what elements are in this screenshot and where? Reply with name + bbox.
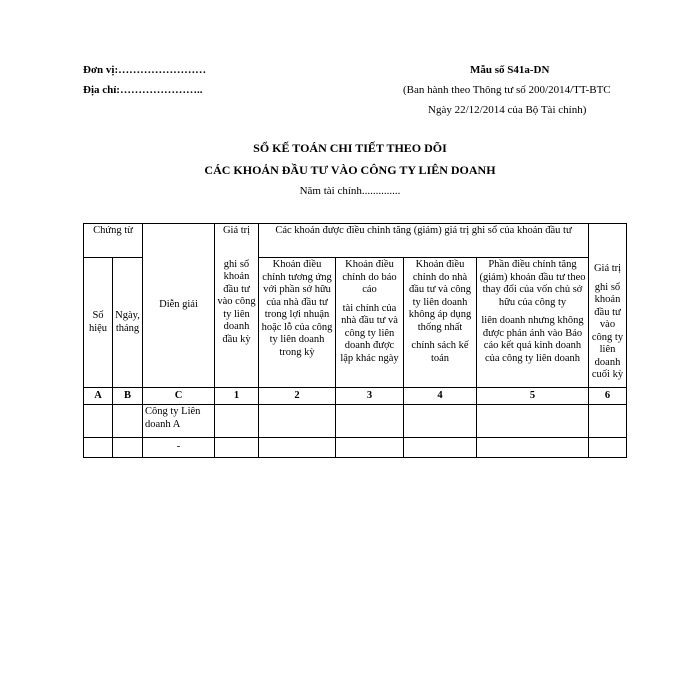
code-row	[84, 388, 627, 405]
row-description: Công ty Liên doanh A	[143, 405, 215, 438]
code-cell: A	[84, 388, 113, 405]
code-cell: C	[143, 388, 215, 405]
ledger-table	[83, 223, 627, 458]
opening-value-top: Giá trị	[215, 224, 259, 258]
cell	[215, 405, 259, 438]
cell	[336, 405, 404, 438]
cell	[404, 405, 477, 438]
adjustments-header: Các khoản được điều chỉnh tăng (giảm) giá trị ghi sổ của khoản đầu tư	[259, 224, 589, 258]
fiscal-year: Năm tài chính..............	[299, 185, 401, 197]
cell	[113, 438, 143, 458]
closing-value-text: ghi sổ khoản đầu tư vào công ty liên doanh cuối kỳ	[591, 281, 624, 380]
code-cell: 5	[477, 388, 589, 405]
address-label: Địa chỉ:…………………..	[83, 84, 203, 96]
issued-date: Ngày 22/12/2014 của Bộ Tài chính)	[428, 104, 587, 116]
code-cell: 1	[215, 388, 259, 405]
closing-value-header	[589, 258, 627, 388]
cell	[404, 438, 477, 458]
cell	[477, 405, 589, 438]
adjustment-equity-header-a: Phần điều chỉnh tăng (giảm) khoản đầu tư theo thay đổi của vốn chủ sở hữu của công ty	[479, 259, 586, 308]
closing-value-top: Giá trị	[593, 263, 622, 274]
cell	[84, 438, 113, 458]
cell	[589, 405, 627, 438]
code-cell: 2	[259, 388, 336, 405]
voucher-number-header: Số hiệu	[84, 258, 113, 388]
adjustment-date-header-a: Khoản điều chỉnh do báo cáo	[342, 259, 397, 295]
voucher-header: Chứng từ	[84, 224, 143, 258]
table-row	[84, 438, 627, 458]
cell	[84, 405, 113, 438]
cell	[336, 438, 404, 458]
adjustment-equity-header	[477, 258, 589, 388]
title-line-2: CÁC KHOẢN ĐẦU TƯ VÀO CÔNG TY LIÊN DOANH	[204, 163, 496, 177]
cell	[113, 405, 143, 438]
row-description: -	[143, 438, 215, 458]
unit-label: Đơn vị:……………………	[83, 64, 207, 76]
adjustment-date-header	[336, 258, 404, 388]
code-cell: 3	[336, 388, 404, 405]
title-line-1: SỔ KẾ TOÁN CHI TIẾT THEO DÕI	[253, 141, 447, 155]
form-code: Mẫu số S41a-DN	[470, 64, 550, 76]
code-cell: 6	[589, 388, 627, 405]
cell	[215, 438, 259, 458]
header-row-1	[84, 224, 627, 258]
code-cell: B	[113, 388, 143, 405]
cell	[589, 438, 627, 458]
voucher-date-header: Ngày, tháng	[113, 258, 143, 388]
adjustment-equity-header-b: liên doanh nhưng không được phản ánh vào Báo cáo kết quả kinh doanh của công ty liên doanh	[481, 315, 584, 364]
adjustment-policy-header-a: Khoản điều chỉnh do nhà đầu tư và công ty liên doanh không áp dụng thống nhất	[408, 259, 472, 333]
opening-value-header: ghi sổ khoản đầu tư vào công ty liên doanh đầu kỳ	[215, 258, 259, 388]
adjustment-date-header-b: tài chính của nhà đầu tư và công ty liên doanh được lập khác ngày	[340, 302, 399, 364]
adjustment-profit-loss-header: Khoản điều chỉnh tương ứng với phần sở hữu của nhà đầu tư trong lợi nhuận hoặc lỗ của công ty liên doanh trong kỳ	[259, 258, 336, 388]
closing-value-spacer	[589, 224, 627, 258]
description-header: Diễn giải	[143, 224, 215, 388]
table-row	[84, 405, 627, 438]
issued-by: (Ban hành theo Thông tư số 200/2014/TT-BTC	[403, 84, 611, 96]
cell	[477, 438, 589, 458]
code-cell: 4	[404, 388, 477, 405]
cell	[259, 405, 336, 438]
cell	[259, 438, 336, 458]
adjustment-policy-header-b: chính sách kế toán	[411, 340, 469, 364]
adjustment-policy-header	[404, 258, 477, 388]
